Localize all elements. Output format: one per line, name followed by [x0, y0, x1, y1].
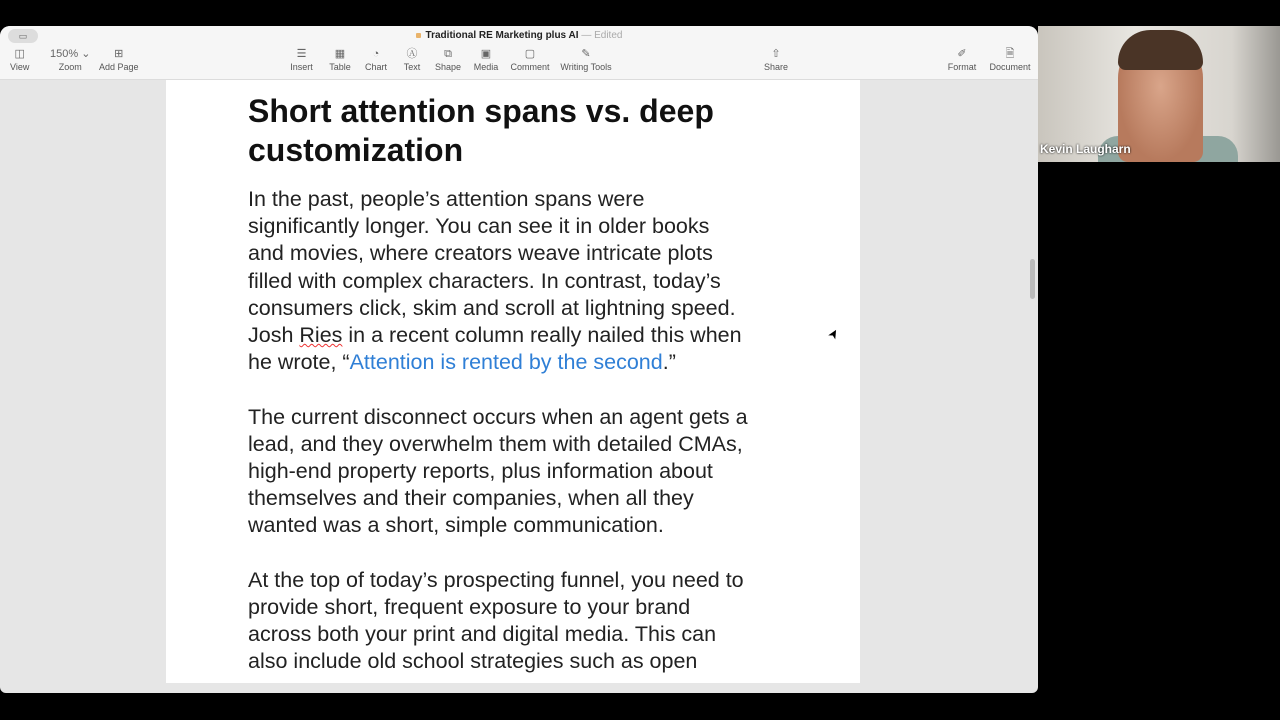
- text-span: in a recent column really nailed this when: [342, 322, 742, 347]
- text-line: provide short, frequent exposure to your brand: [248, 594, 691, 619]
- shape-icon: ⧉: [444, 48, 452, 60]
- section-heading: Short attention spans vs. deep customization: [248, 93, 714, 168]
- text-line: [248, 322, 748, 349]
- misspelled-word[interactable]: Ries: [299, 322, 343, 347]
- document-icon: [416, 33, 421, 38]
- text-line: significantly longer. You can see it in older books: [248, 214, 710, 239]
- paragraph-1: [248, 186, 748, 376]
- chart-button[interactable]: [364, 46, 388, 72]
- table-label: Table: [329, 62, 351, 72]
- document-button[interactable]: [988, 46, 1032, 72]
- format-label: Format: [947, 62, 977, 72]
- share-label: Share: [763, 62, 789, 72]
- zoom-label: Zoom: [58, 62, 82, 72]
- chart-icon: ◔: [372, 48, 380, 60]
- comment-button[interactable]: [510, 46, 550, 72]
- text-line: lead, and they overwhelm them with detailed CMAs,: [248, 431, 743, 456]
- window-title: [0, 30, 1038, 41]
- document-canvas[interactable]: [0, 80, 1030, 693]
- edited-status: — Edited: [581, 30, 623, 41]
- writing-tools-label: Writing Tools: [560, 62, 612, 72]
- video-participant-tile[interactable]: [1038, 26, 1280, 162]
- view-button[interactable]: [10, 46, 29, 72]
- text-span: .”: [662, 350, 676, 375]
- zoom-percent: 150%: [50, 48, 79, 60]
- quote-link[interactable]: Attention is rented by the second: [349, 350, 663, 375]
- paragraph-3: [248, 567, 748, 676]
- text-span: Josh: [248, 322, 300, 347]
- share-button[interactable]: [763, 46, 789, 72]
- media-label: Media: [473, 62, 499, 72]
- add-page-icon: ⊞: [114, 48, 124, 60]
- text-line: filled with complex characters. In contrast, today’s: [248, 268, 721, 293]
- zoom-value: [50, 46, 90, 62]
- media-icon: ▣: [480, 48, 492, 60]
- share-icon: ⇧: [771, 48, 781, 60]
- chart-label: Chart: [364, 62, 387, 72]
- view-label: View: [10, 62, 30, 72]
- comment-label: Comment: [510, 62, 550, 72]
- toolbar: [0, 26, 1038, 80]
- format-brush-icon: ✐: [957, 48, 967, 60]
- comment-icon: ▢: [524, 48, 536, 60]
- zoom-button[interactable]: [50, 46, 90, 72]
- table-icon: ▦: [334, 48, 346, 60]
- mouse-pointer-icon: ➤: [825, 326, 843, 343]
- media-button[interactable]: [472, 46, 500, 72]
- text-line: At the top of today’s prospecting funnel, you need to: [248, 567, 744, 592]
- document-icon: 🗎: [1005, 48, 1015, 60]
- participant-hair: [1118, 30, 1203, 70]
- text-line: consumers click, skim and scroll at lightning speed.: [248, 295, 736, 320]
- text-line: In the past, people’s attention spans were: [248, 187, 645, 211]
- text-line: themselves and their companies, when all they: [248, 486, 694, 511]
- add-page-button[interactable]: [99, 46, 139, 72]
- insert-icon: ☰: [296, 48, 307, 60]
- text-line: wanted was a short, simple communication.: [248, 513, 664, 538]
- document-title: Traditional RE Marketing plus AI: [425, 30, 579, 41]
- shape-label: Shape: [434, 62, 462, 72]
- text-label: Text: [403, 62, 421, 72]
- document-label: Document: [989, 62, 1031, 72]
- text-line: also include old school strategies such as open: [248, 649, 698, 674]
- shape-button[interactable]: [434, 46, 462, 72]
- vertical-scrollbar[interactable]: [1030, 259, 1035, 299]
- writing-tools-icon: ✎: [581, 48, 591, 60]
- pages-window: [0, 26, 1038, 693]
- insert-button[interactable]: [289, 46, 314, 72]
- add-page-label: Add Page: [99, 62, 139, 72]
- participant-name: Kevin Laugharn: [1040, 142, 1131, 156]
- text-line: across both your print and digital media. This can: [248, 622, 717, 646]
- text-line: [248, 349, 748, 376]
- writing-tools-button[interactable]: [559, 46, 613, 72]
- sidebar-icon: ◫: [14, 48, 25, 60]
- text-button[interactable]: [401, 46, 423, 72]
- paragraph-2: [248, 404, 748, 540]
- document-body[interactable]: [248, 186, 748, 693]
- sidebar-toggle-button[interactable]: ▭: [8, 29, 38, 43]
- chevron-down-icon: ⌄: [81, 48, 91, 60]
- document-page[interactable]: [166, 80, 860, 683]
- text-line: and movies, where creators weave intricate plots: [248, 241, 713, 266]
- insert-label: Insert: [290, 62, 313, 72]
- text-line: The current disconnect occurs when an agent gets a: [248, 404, 748, 429]
- text-span: he wrote, “: [248, 350, 350, 375]
- text-line: high-end property reports, plus information about: [248, 458, 713, 483]
- format-button[interactable]: [946, 46, 978, 72]
- text-icon: Ⓐ: [406, 48, 418, 60]
- table-button[interactable]: [328, 46, 352, 72]
